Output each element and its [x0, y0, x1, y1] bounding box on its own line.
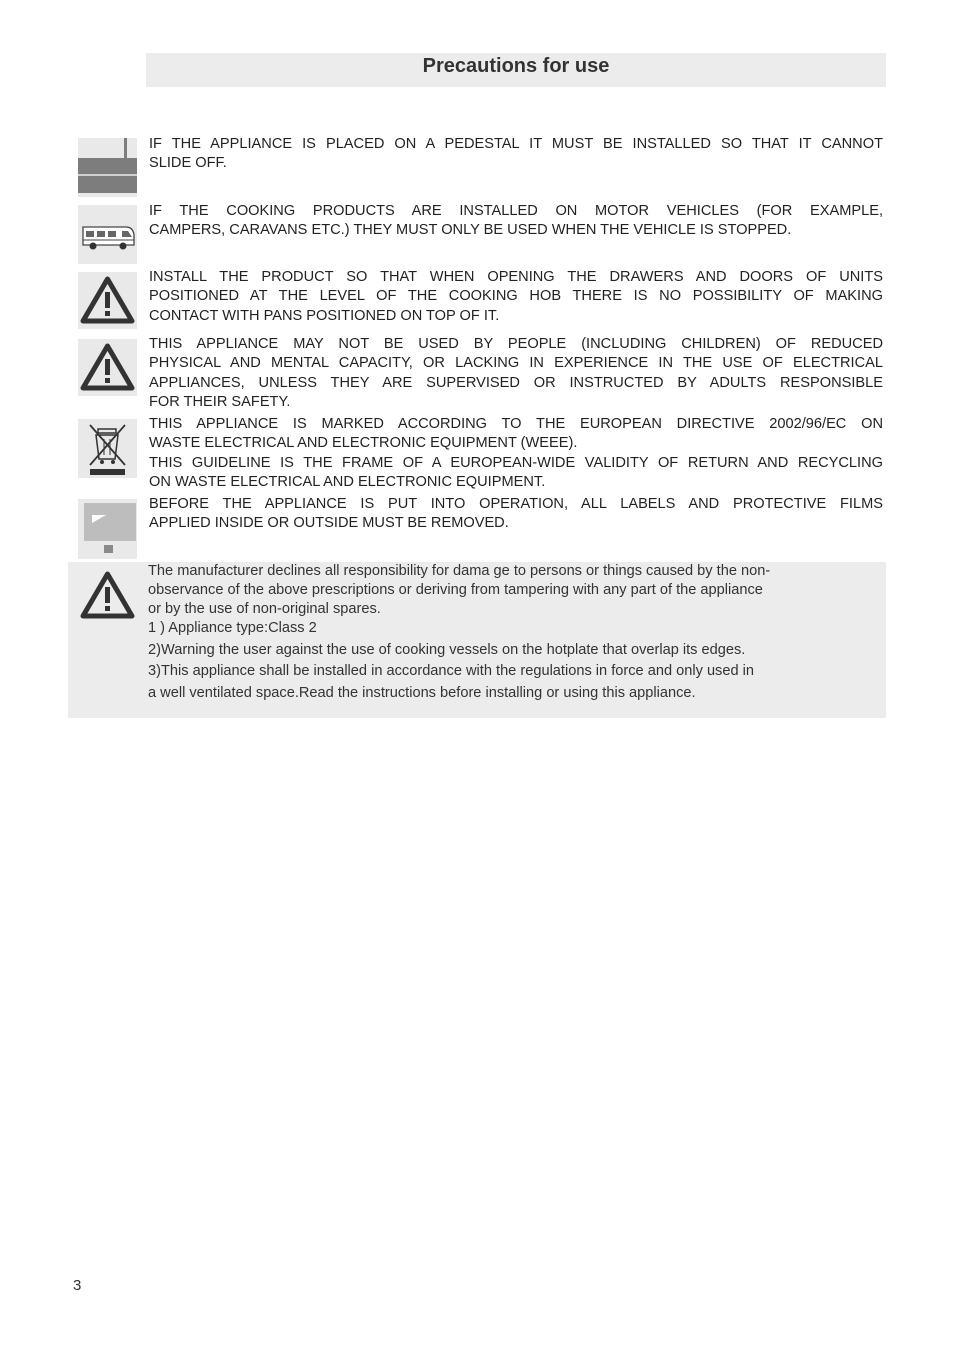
notice-line: a well ventilated space.Read the instructions before installing or using this appliance. [148, 685, 696, 701]
text-line: BEFORE THE APPLIANCE IS PUT INTO OPERATION, ALL LABELS AND PROTECTIVE FILMS [149, 496, 883, 512]
notice-line: 1 ) Appliance type:Class 2 [148, 620, 317, 636]
pedestal-icon [78, 138, 137, 197]
text-line: THIS GUIDELINE IS THE FRAME OF A EUROPEAN-WIDE VALIDITY OF RETURN AND RECYCLING [149, 454, 883, 471]
text-line: THIS APPLIANCE IS MARKED ACCORDING TO THE EUROPEAN DIRECTIVE 2002/96/EC ON [149, 416, 883, 432]
paragraph-drawers [149, 268, 883, 326]
text-line: FOR THEIR SAFETY. [149, 393, 291, 410]
text-line: SLIDE OFF. [149, 155, 227, 172]
text-line: IF THE APPLIANCE IS PLACED ON A PEDESTAL IT MUST BE INSTALLED SO THAT IT CANNOT [149, 136, 883, 152]
paragraph-reduced-capacity [149, 335, 883, 412]
text-line: THIS APPLIANCE MAY NOT BE USED BY PEOPLE (INCLUDING CHILDREN) OF REDUCED [149, 336, 883, 352]
paragraph-weee [149, 415, 883, 492]
text-line: IF THE COOKING PRODUCTS ARE INSTALLED ON MOTOR VEHICLES (FOR EXAMPLE, [149, 203, 883, 219]
text-line: POSITIONED AT THE LEVEL OF THE COOKING HOB THERE IS NO POSSIBILITY OF MAKING [149, 288, 883, 305]
text-line: WASTE ELECTRICAL AND ELECTRONIC EQUIPMENT (WEEE). [149, 435, 578, 452]
text-line: CAMPERS, CARAVANS ETC.) THEY MUST ONLY BE USED WHEN THE VEHICLE IS STOPPED. [149, 222, 792, 239]
camper-icon [78, 205, 137, 264]
text-line: APPLIANCES, UNLESS THEY ARE SUPERVISED OR INSTRUCTED BY ADULTS RESPONSIBLE [149, 374, 883, 391]
notice-line: observance of the above prescriptions or deriving from tampering with any part of the appliance [148, 582, 763, 598]
text-line: INSTALL THE PRODUCT SO THAT WHEN OPENING THE DRAWERS AND DOORS OF UNITS [149, 269, 883, 285]
paragraph-motor-vehicles [149, 202, 883, 241]
page-number: 3 [73, 1277, 82, 1294]
warning-icon [78, 272, 137, 329]
notice-line: 3)This appliance shall be installed in accordance with the regulations in force and only used in [148, 663, 755, 679]
weee-bin-icon [78, 419, 137, 478]
notice-line: The manufacturer declines all responsibility for dama ge to persons or things caused by the non- [148, 563, 771, 579]
warning-icon [78, 567, 137, 624]
text-line: PHYSICAL AND MENTAL CAPACITY, OR LACKING IN EXPERIENCE IN THE USE OF ELECTRICAL [149, 355, 883, 372]
title-bar [146, 53, 886, 87]
paragraph-labels-films [149, 495, 883, 534]
notice-line: or by the use of non-original spares. [148, 601, 381, 617]
protective-film-icon [78, 499, 137, 559]
page-title: Precautions for use [422, 55, 610, 77]
text-line: APPLIED INSIDE OR OUTSIDE MUST BE REMOVED. [149, 515, 509, 532]
text-line: CONTACT WITH PANS POSITIONED ON TOP OF IT. [149, 307, 500, 324]
warning-icon [78, 339, 137, 396]
notice-line: 2)Warning the user against the use of cooking vessels on the hotplate that overlap its edges. [148, 642, 746, 658]
paragraph-pedestal [149, 135, 883, 174]
text-line: ON WASTE ELECTRICAL AND ELECTRONIC EQUIPMENT. [149, 473, 546, 490]
